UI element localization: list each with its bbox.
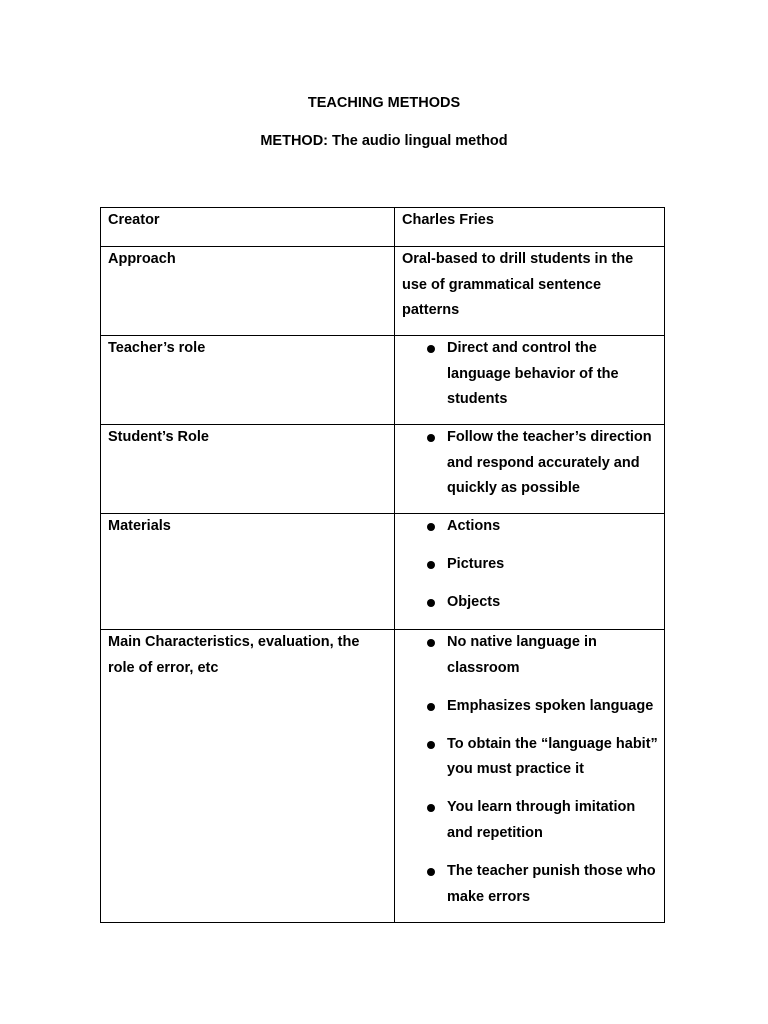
bullet-icon xyxy=(427,639,435,647)
list-item-text: To obtain the “language habit” you must practice it xyxy=(447,735,658,778)
bullet-icon xyxy=(427,741,435,749)
row-label-cell xyxy=(101,514,395,630)
list-item-text: Follow the teacher’s direction and respond accurately and quickly as possible xyxy=(447,429,652,497)
row-label-cell xyxy=(101,630,395,923)
row-value-cell xyxy=(395,630,665,923)
row-label: Creator xyxy=(108,212,160,228)
row-label-cell xyxy=(101,336,395,425)
bullet-icon xyxy=(427,523,435,531)
list-item-text: Actions xyxy=(447,518,501,534)
row-label-cell xyxy=(101,247,395,336)
list-item xyxy=(402,552,658,578)
bullet-list xyxy=(402,336,658,413)
table-row-creator xyxy=(101,208,665,247)
list-item xyxy=(402,694,658,720)
row-label: Main Characteristics, evaluation, the role of error, etc xyxy=(108,634,360,676)
row-label-cell xyxy=(101,425,395,514)
row-label: Student’s Role xyxy=(108,429,209,445)
bullet-icon xyxy=(427,434,435,442)
row-value: Charles Fries xyxy=(402,212,494,228)
bullet-list xyxy=(402,514,658,616)
bullet-icon xyxy=(427,868,435,876)
list-item-text: Emphasizes spoken language xyxy=(447,697,654,714)
table-row-approach xyxy=(101,247,665,336)
row-value-cell xyxy=(395,247,665,336)
bullet-icon xyxy=(427,599,435,607)
list-item xyxy=(402,795,658,846)
list-item xyxy=(402,425,658,502)
bullet-icon xyxy=(427,561,435,569)
table-row-students-role xyxy=(101,425,665,514)
table-row-teachers-role xyxy=(101,336,665,425)
list-item-text: Objects xyxy=(447,594,501,611)
list-item xyxy=(402,590,658,616)
row-value-cell xyxy=(395,208,665,247)
row-value-cell xyxy=(395,425,665,514)
list-item-text: Direct and control the language behavior of the students xyxy=(447,340,619,408)
method-table xyxy=(100,207,665,923)
row-label: Approach xyxy=(108,251,176,267)
table-row-materials xyxy=(101,514,665,630)
table-row-main-characteristics xyxy=(101,630,665,923)
row-value-cell xyxy=(395,514,665,630)
method-title: METHOD: The audio lingual method xyxy=(260,133,508,149)
document-title: TEACHING METHODS xyxy=(307,95,461,111)
list-item-text: Pictures xyxy=(447,556,505,573)
bullet-list xyxy=(402,630,658,910)
list-item xyxy=(402,336,658,413)
row-label-cell xyxy=(101,208,395,247)
row-value-cell xyxy=(395,336,665,425)
bullet-icon xyxy=(427,345,435,353)
list-item-text: The teacher punish those who make errors xyxy=(447,863,656,905)
list-item xyxy=(402,859,658,910)
list-item-text: No native language in classroom xyxy=(447,634,597,676)
list-item xyxy=(402,630,658,681)
list-item xyxy=(402,514,658,540)
row-label: Materials xyxy=(108,518,171,534)
row-value: Oral-based to drill students in the use of grammatical sentence patterns xyxy=(402,251,634,319)
list-item xyxy=(402,732,658,783)
bullet-list xyxy=(402,425,658,502)
row-label: Teacher’s role xyxy=(108,340,206,356)
list-item-text: You learn through imitation and repetition xyxy=(447,799,636,842)
bullet-icon xyxy=(427,804,435,812)
bullet-icon xyxy=(427,703,435,711)
